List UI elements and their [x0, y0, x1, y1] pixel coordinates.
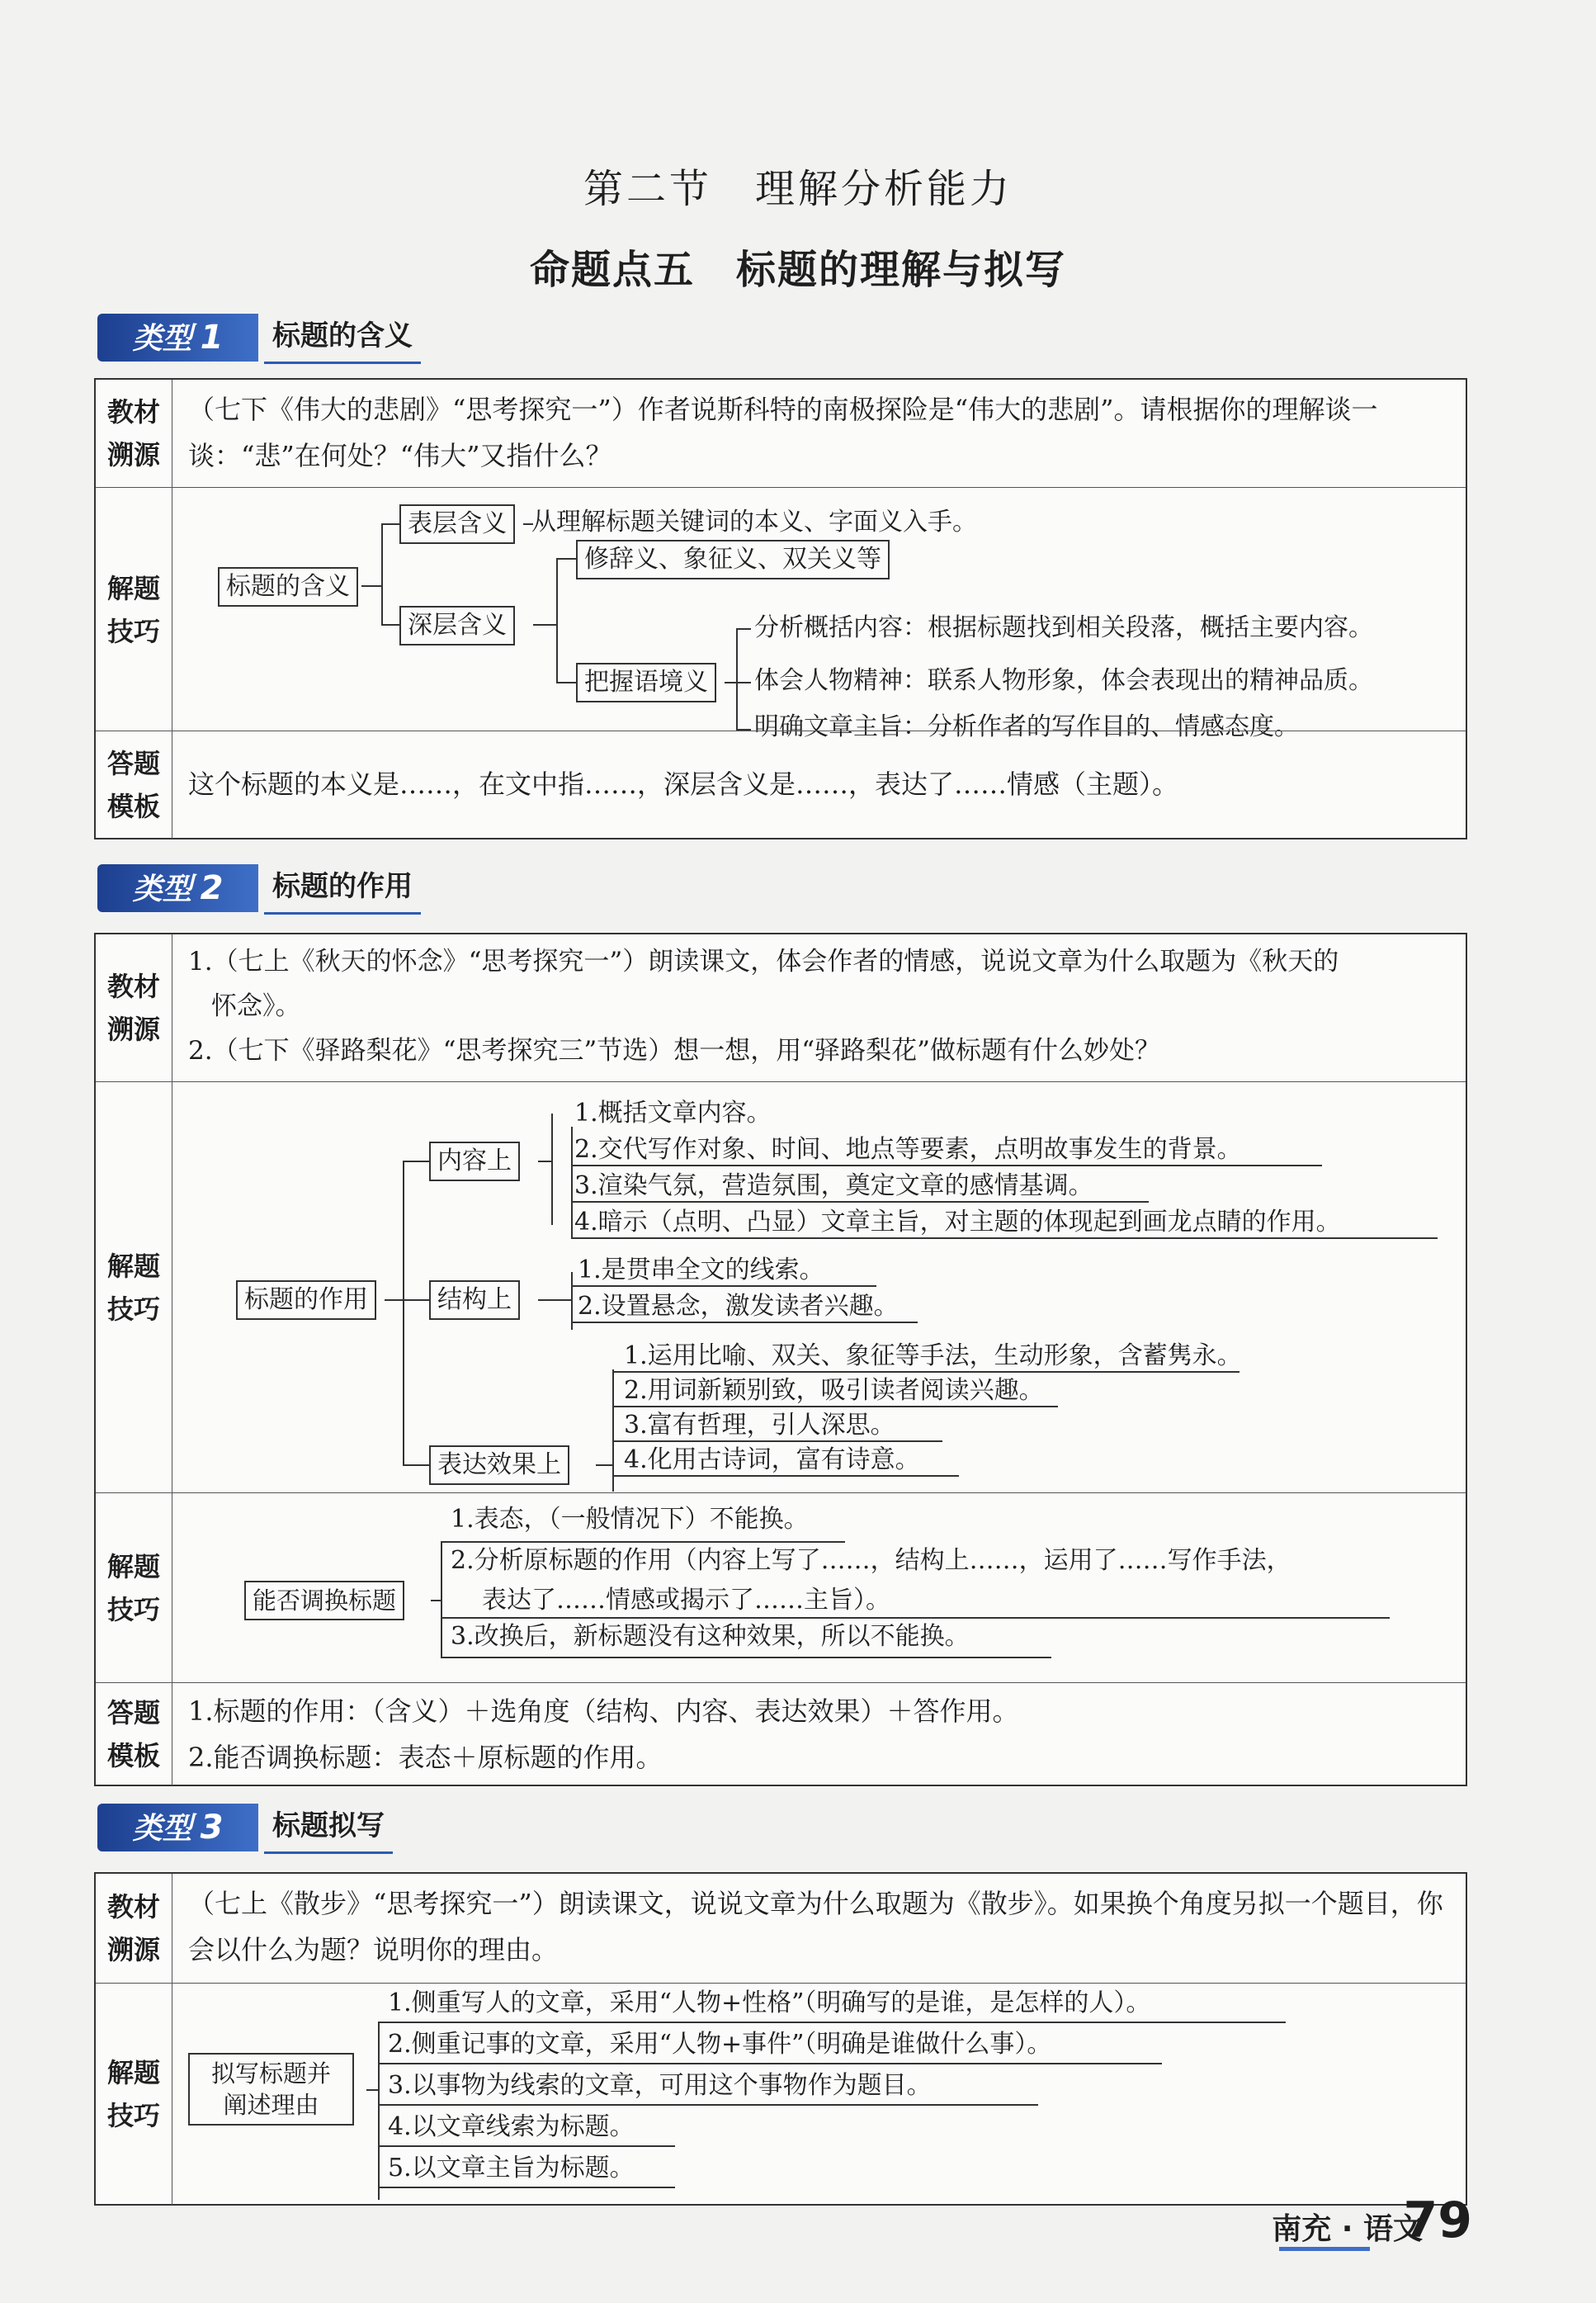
context-item-2: 体会人物精神：联系人物形象，体会表现出的精神品质。 [754, 666, 1373, 695]
type3-badge-num: 3 [200, 1809, 224, 1847]
type2-template-label: 答题 模板 [96, 1683, 172, 1785]
effect-item-4: 4.化用古诗词，富有诗意。 [624, 1445, 920, 1474]
type3-source-row [96, 1874, 1466, 1983]
type2-template-1: 1.标题的作用：（含义）＋选角度（结构、内容、表达效果）＋答作用。 [188, 1695, 1019, 1727]
type1-box [94, 378, 1467, 839]
type1-badge-label: 类型 [132, 322, 192, 356]
swap-title-node: 能否调换标题 [244, 1581, 404, 1620]
context-item-3: 明确文章主旨：分析作者的写作目的、情感态度。 [754, 712, 1299, 741]
effect-item-1: 1.运用比喻、双关、象征等手法，生动形象，含蓄隽永。 [624, 1341, 1242, 1370]
structure-item-2: 2.设置悬念，激发读者兴趣。 [578, 1292, 899, 1321]
subsection-title: 命题点五 标题的理解与拟写 [529, 247, 1066, 293]
type2-source-label: 教材 溯源 [96, 934, 172, 1081]
swap-item-3: 3.改换后，新标题没有这种效果，所以不能换。 [451, 1622, 970, 1651]
rhetoric-meaning-node: 修辞义、象征义、双关义等 [576, 540, 890, 579]
surface-meaning-node: 表层含义 [399, 504, 515, 544]
content-node: 内容上 [429, 1142, 520, 1181]
section-title: 第二节 理解分析能力 [583, 166, 1013, 212]
type2-template-2: 2.能否调换标题：表态＋原标题的作用。 [188, 1742, 663, 1773]
content-item-4: 4.暗示（点明、凸显）文章主旨，对主题的体现起到画龙点睛的作用。 [574, 1208, 1341, 1237]
type1-template-row [96, 731, 1466, 839]
type1-source-label: 教材 溯源 [96, 380, 172, 487]
type2-source-1b: 怀念》。 [211, 991, 301, 1021]
surface-meaning-desc: 从理解标题关键词的本义、字面义入手。 [531, 508, 977, 537]
type2-template-row [96, 1682, 1466, 1785]
type1-root-node: 标题的含义 [218, 567, 358, 607]
type2-source-2: 2.（七下《驿路梨花》“思考探究三”节选）想一想，用“驿路梨花”做标题有什么妙处？ [188, 1036, 1160, 1066]
structure-node: 结构上 [429, 1280, 520, 1320]
draft-item-4: 4.以文章线索为标题。 [388, 2112, 635, 2141]
context-item-1: 分析概括内容：根据标题找到相关段落，概括主要内容。 [754, 613, 1373, 642]
type2-badge-num: 2 [200, 869, 224, 907]
draft-item-5: 5.以文章主旨为标题。 [388, 2154, 635, 2182]
type3-box [94, 1872, 1467, 2206]
type2-skill-row-1 [96, 1081, 1466, 1493]
type2-skill-label-2: 解题 技巧 [96, 1493, 172, 1683]
type2-source-1a: 1.（七上《秋天的怀念》“思考探究一”）朗读课文，体会作者的情感，说说文章为什么取题为《秋天的 [188, 947, 1339, 977]
type1-skill-label: 解题 技巧 [96, 488, 172, 731]
effect-item-3: 3.富有哲理，引人深思。 [624, 1411, 895, 1440]
type2-title: 标题的作用 [264, 864, 421, 915]
type2-root-node: 标题的作用 [236, 1280, 376, 1320]
context-meaning-node: 把握语境义 [576, 663, 716, 702]
type2-badge-label: 类型 [132, 872, 192, 906]
swap-item-1: 1.表态，（一般情况下）不能换。 [451, 1505, 809, 1534]
draft-item-2: 2.侧重记事的文章，采用“人物+事件”（明确是谁做什么事）。 [388, 2030, 1052, 2059]
draft-item-1: 1.侧重写人的文章，采用“人物+性格”（明确写的是谁，是怎样的人）。 [388, 1989, 1151, 2017]
type1-skill-row [96, 487, 1466, 741]
type1-source-text: （七下《伟大的悲剧》“思考探究一”）作者说斯科特的南极探险是“伟大的悲剧”。请根据你的理解谈一谈：“悲”在何处？“伟大”又指什么？ [188, 394, 1378, 471]
effect-item-2: 2.用词新颖别致，吸引读者阅读兴趣。 [624, 1376, 1044, 1405]
type3-badge-label: 类型 [132, 1812, 192, 1846]
type3-source-text: （七上《散步》“思考探究一”）朗读课文，说说文章为什么取题为《散步》。如果换个角度另拟一个题目，你会以什么为题？说明你的理由。 [188, 1888, 1443, 1965]
effect-node: 表达效果上 [429, 1445, 569, 1485]
footer-label: 南充 · 语文 [1272, 2212, 1423, 2246]
type3-title: 标题拟写 [264, 1804, 393, 1854]
swap-item-2b: 表达了……情感或揭示了……主旨）。 [482, 1586, 890, 1615]
type1-template-text: 这个标题的本义是……，在文中指……，深层含义是……，表达了……情感（主题）。 [188, 768, 1179, 800]
type2-skill-label-1: 解题 技巧 [96, 1082, 172, 1493]
type2-box [94, 933, 1467, 1786]
content-item-2: 2.交代写作对象、时间、地点等要素，点明故事发生的背景。 [574, 1135, 1242, 1164]
type3-source-label: 教材 溯源 [96, 1874, 172, 1983]
type3-badge [97, 1804, 258, 1851]
type1-badge [97, 314, 258, 362]
type3-skill-label: 解题 技巧 [96, 1984, 172, 2205]
type1-badge-num: 1 [200, 319, 224, 357]
type3-skill-row [96, 1983, 1466, 2205]
type2-source-row [96, 934, 1466, 1081]
page-number: 79 [1403, 2192, 1472, 2249]
swap-item-2a: 2.分析原标题的作用（内容上写了……，结构上……，运用了……写作手法， [451, 1546, 1291, 1575]
deep-meaning-node: 深层含义 [399, 606, 515, 646]
draft-title-node: 拟写标题并 阐述理由 [188, 2053, 354, 2126]
page-number-bar [1279, 2247, 1370, 2251]
structure-item-1: 1.是贯串全文的线索。 [578, 1256, 824, 1284]
type1-template-label: 答题 模板 [96, 731, 172, 839]
type2-skill-row-2 [96, 1492, 1466, 1683]
type1-title: 标题的含义 [264, 314, 421, 364]
content-item-1: 1.概括文章内容。 [574, 1099, 772, 1128]
type1-source-row [96, 380, 1466, 487]
content-item-3: 3.渲染气氛，营造氛围，奠定文章的感情基调。 [574, 1171, 1093, 1200]
type2-badge [97, 864, 258, 912]
draft-item-3: 3.以事物为线索的文章，可用这个事物作为题目。 [388, 2071, 932, 2100]
